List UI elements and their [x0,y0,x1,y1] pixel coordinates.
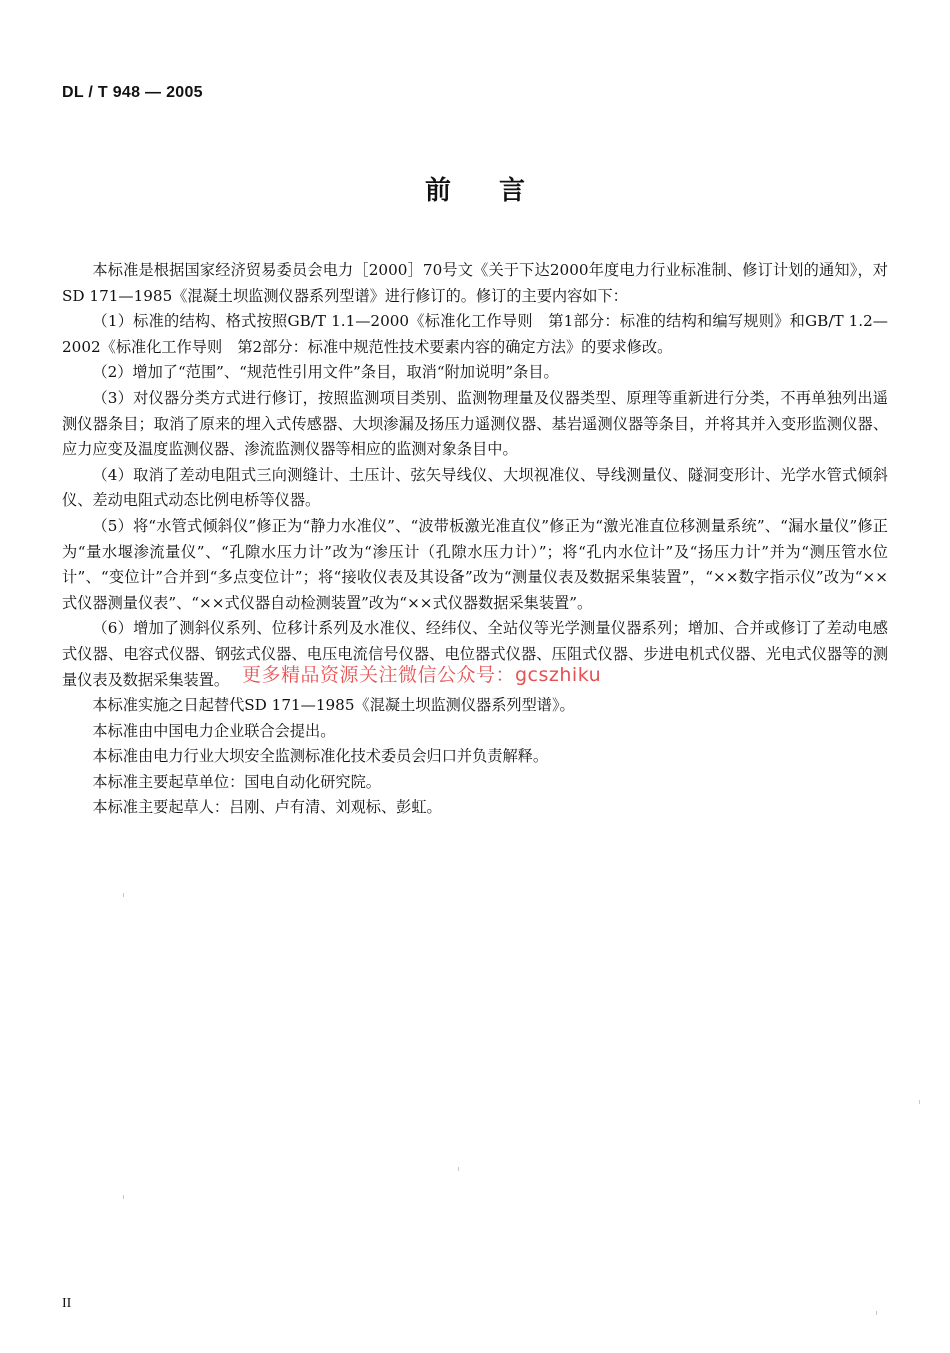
paragraph-item-1: （1）标准的结构、格式按照GB/T 1.1—2000《标准化工作导则 第1部分：标准的结构和编写规则》和GB/T 1.2—2002《标准化工作导则 第2部分：标准中规范性技术要素内容的确定方法》的要求修改。 [62,312,888,356]
paragraph-item-5: （5）将“水管式倾斜仪”修正为“静力水准仪”、“波带板激光准直仪”修正为“激光准直位移测量系统”、“漏水量仪”修正为“量水堰渗流量仪”、“孔隙水压力计”改为“渗压计（孔隙水压力计）”；将“孔内水位计”及“扬压力计”并为“测压管水位计”、“变位计”合并到“多点变位计”；将“接收仪表及其设备”改为“测量仪表及数据采集装置”，“××数字指示仪”改为“××式仪器测量仪表”、“××式仪器自动检测装置”改为“××式仪器数据采集装置”。 [62,516,888,612]
page-number: II [62,1296,72,1311]
scan-speck [123,1195,124,1199]
paragraph-responsible: 本标准由电力行业大坝安全监测标准化技术委员会归口并负责解释。 [92,747,549,766]
paragraph-item-6: （6）增加了测斜仪系列、位移计系列及水准仪、经纬仪、全站仪等光学测量仪器系列；增加、合并或修订了差动电感式仪器、电容式仪器、钢弦式仪器、电压电流信号仪器、电位器式仪器、压阻式仪器、步进电机式仪器、光电式仪器等的测量仪表及数据采集装置。 [62,619,888,689]
paragraph-item-3: （3）对仪器分类方式进行修订，按照监测项目类别、监测物理量及仪器类型、原理等重新进行分类，不再单独列出遥测仪器条目；取消了原来的埋入式传感器、大坝渗漏及扬压力遥测仪器、基岩遥测仪器等条目，并将其并入变形监测仪器、应力应变及温度监测仪器、渗流监测仪器等相应的监测对象条目中。 [62,388,888,459]
paragraph-item-4: （4）取消了差动电阻式三向测缝计、土压计、弦矢导线仪、大坝视准仪、导线测量仪、隧洞变形计、光学水管式倾斜仪、差动电阻式动态比例电桥等仪器。 [62,465,888,510]
paragraph-item-2: （2）增加了“范围”、“规范性引用文件”条目，取消“附加说明”条目。 [92,363,559,382]
scan-speck [919,1100,920,1104]
scan-speck [876,1311,877,1315]
scan-speck [458,1167,459,1171]
paragraph-intro: 本标准是根据国家经济贸易委员会电力［2000］70号文《关于下达2000年度电力行业标准制、修订计划的通知》，对SD 171—1985《混凝土坝监测仪器系列型谱》进行修订的。修订的主要内容如下： [62,261,888,305]
standard-code: DL / T 948 — 2005 [62,84,203,101]
paragraph-proposer: 本标准由中国电力企业联合会提出。 [92,721,336,740]
page-title: 前言 [424,176,573,206]
watermark-text: 更多精品资源关注微信公众号：gcszhiku [242,664,602,686]
paragraph-drafters: 本标准主要起草人：吕刚、卢有清、刘观标、彭虹。 [92,798,442,817]
paragraph-replacement: 本标准实施之日起替代SD 171—1985《混凝土坝监测仪器系列型谱》。 [92,696,575,715]
scan-speck [123,893,124,897]
document-body [62,258,888,821]
paragraph-drafting-unit: 本标准主要起草单位：国电自动化研究院。 [92,772,381,791]
